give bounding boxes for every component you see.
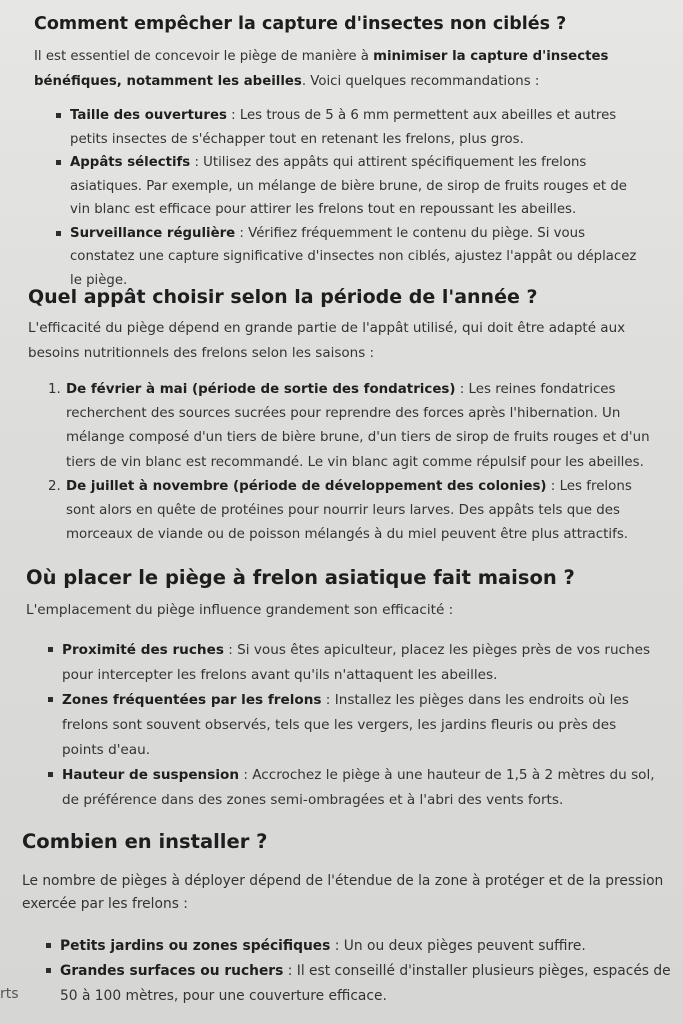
location-list [62,638,662,813]
bullet-icon [56,231,61,236]
quantity-list [60,934,675,1009]
bullet-icon [48,647,53,652]
list-item: Petits jardins ou zones spécifiques : Un ou deux pièges peuvent suffire. [60,934,675,959]
list-item: 1. De février à mai (période de sortie des fondatrices) : Les reines fondatrices recherchent des sources sucrées pour reprendre des forces après l'hibernation. Un mélange composé d'un tiers de bière brune, d'un tiers de sirop de fruits rouges et d'un tiers de vin blanc est recommandé. Le vin blanc agit comme répulsif pour les abeilles. [48,382,650,470]
list-item: 2. De juillet à novembre (période de développement des colonies) : Les frelons sont alors en quête de protéines pour nourrir leurs larves. Des appâts tels que des morceaux de viande ou de poisson mélangés à du miel peuvent être plus attractifs. [48,478,632,543]
season-list [48,378,656,547]
recommendation-list [70,104,650,292]
section-intro: Le nombre de pièges à déployer dépend de l'étendue de la zone à protéger et de la pression exercée par les frelons : [22,873,664,912]
list-item: Grandes surfaces ou ruchers : Il est conseillé d'installer plusieurs pièges, espacés de 50 à 100 mètres, pour une couverture efficace. [60,959,675,1009]
section-title: Quel appât choisir selon la période de l'année ? [28,286,538,308]
section-intro: L'efficacité du piège dépend en grande partie de l'appât utilisé, qui doit être adapté aux besoins nutritionnels des frelons selon les saisons : [28,320,626,361]
bullet-icon [46,943,51,948]
section-title: Combien en installer ? [22,830,268,853]
intro-emphasis: minimiser la capture d'insectes bénéfiques, notamment les abeilles [34,49,609,89]
list-item: Hauteur de suspension : Accrochez le piège à une hauteur de 1,5 à 2 mètres du sol, de préférence dans des zones semi-ombragées et à l'abri des vents forts. [62,763,662,813]
section-title: Comment empêcher la capture d'insectes non ciblés ? [34,14,567,34]
bullet-icon [46,968,51,973]
list-item: Proximité des ruches : Si vous êtes apiculteur, placez les pièges près de vos ruches pour intercepter les frelons avant qu'ils n'attaquent les abeilles. [62,638,662,688]
section-intro: L'emplacement du piège influence grandement son efficacité : [26,602,454,618]
bullet-icon [48,697,53,702]
bullet-icon [48,772,53,777]
bullet-icon [56,160,61,165]
list-item: Surveillance régulière : Vérifiez fréquemment le contenu du piège. Si vous constatez une capture significative d'insectes non ciblés, ajustez l'appât ou déplacez le piège. [70,222,650,293]
section-intro: Il est essentiel de concevoir le piège de manière à minimiser la capture d'insectes bénéfiques, notamment les abeilles. Voici quelques recommandations : [34,49,609,89]
list-item: Zones fréquentées par les frelons : Installez les pièges dans les endroits où les frelons sont souvent observés, tels que les vergers, les jardins fleuris ou près des points d'eau. [62,688,662,763]
bullet-icon [56,113,61,118]
section-title: Où placer le piège à frelon asiatique fait maison ? [26,566,575,589]
edge-text-fragment: rts [0,986,19,1002]
list-item: Appâts sélectifs : Utilisez des appâts qui attirent spécifiquement les frelons asiatiques. Par exemple, un mélange de bière brune, de sirop de fruits rouges et de vin blanc est efficace pour attirer les frelons tout en repoussant les abeilles. [70,151,650,222]
list-item: Taille des ouvertures : Les trous de 5 à 6 mm permettent aux abeilles et autres petits insectes de s'échapper tout en retenant les frelons, plus gros. [70,104,650,151]
